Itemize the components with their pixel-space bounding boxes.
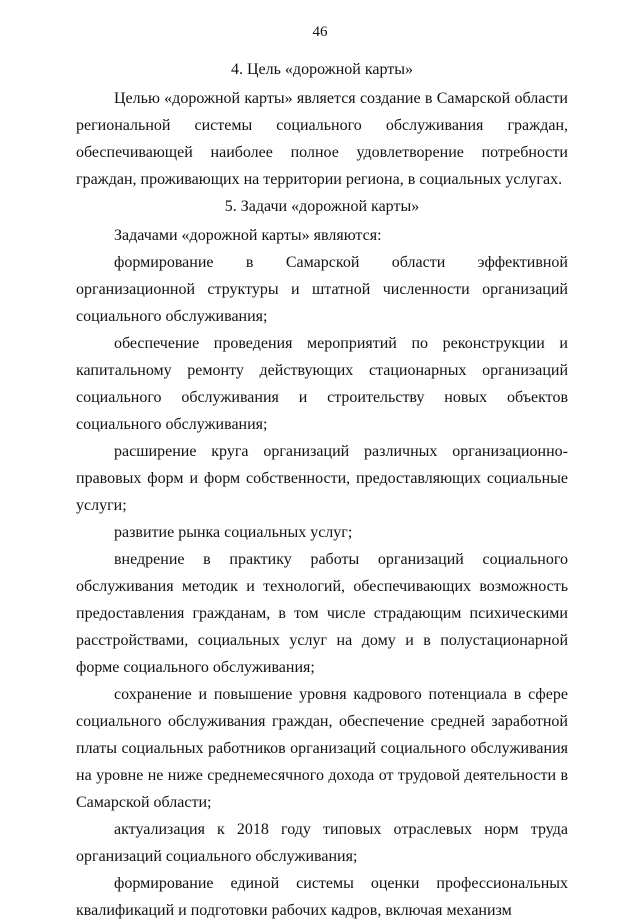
task-item-4: развитие рынка социальных услуг; <box>114 524 353 541</box>
section-4-paragraph: Целью «дорожной карты» является создание в Самарской области региональной системы социального обслуживания граждан, обеспечивающей наиболее полное удовлетворение потребности граждан, проживающих на территории региона, в социальных услугах. <box>76 90 568 188</box>
task-item-2: обеспечение проведения мероприятий по реконструкции и капитальному ремонту действующих стационарных организаций социального обслуживания и строительству новых объектов социального обслуживания; <box>76 335 568 433</box>
task-item-6: сохранение и повышение уровня кадрового потенциала в сфере социального обслуживания граждан, обеспечение средней заработной платы социальных работников организаций социального обслуживания на уровне не ниже среднемесячного дохода от трудовой деятельности в Самарской области; <box>76 686 568 811</box>
task-item-8: формирование единой системы оценки профессиональных квалификаций и подготовки рабочих кадров, включая механизм <box>76 875 568 919</box>
task-item-3: расширение круга организаций различных организационно-правовых форм и форм собственности, предоставляющих социальные услуги; <box>76 443 568 514</box>
task-item-5: внедрение в практику работы организаций социального обслуживания методик и технологий, обеспечивающих возможность предоставления гражданам, в том числе страдающим психическими расстройствами, социальных услуг на дому и в полустационарной форме социального обслуживания; <box>76 551 568 676</box>
page-number: 46 <box>312 24 328 40</box>
task-item-7: актуализация к 2018 году типовых отраслевых норм труда организаций социального обслуживания; <box>76 821 568 865</box>
section-4-heading: 4. Цель «дорожной карты» <box>230 61 414 78</box>
task-item-1: формирование в Самарской области эффективной организационной структуры и штатной численности организаций социального обслуживания; <box>76 254 568 325</box>
document-body <box>76 58 568 924</box>
section-5-intro: Задачами «дорожной карты» являются: <box>114 227 382 244</box>
section-5-heading: 5. Задачи «дорожной карты» <box>224 198 420 215</box>
